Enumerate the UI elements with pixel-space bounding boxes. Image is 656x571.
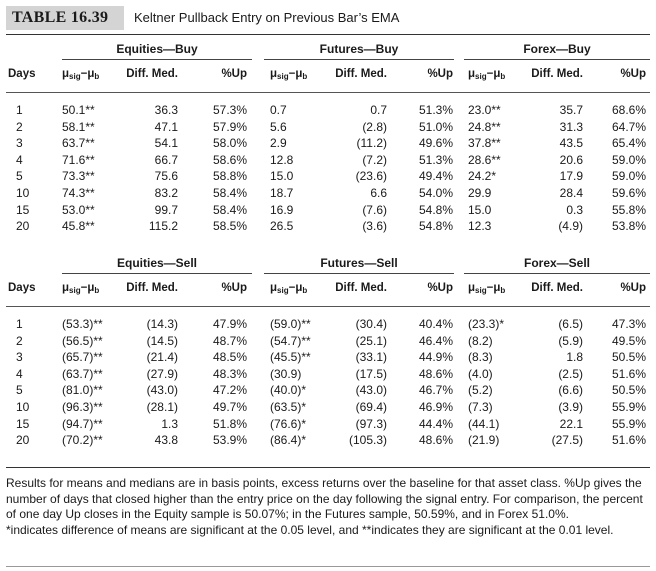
mu-diff-header — [270, 282, 307, 295]
b-subscript: b — [94, 72, 100, 81]
table-cell: (2.5) — [558, 366, 583, 381]
table-cell: (4.0) — [468, 366, 493, 381]
mu-diff-header — [62, 282, 99, 295]
note-significance: *indicates difference of means are significant at the 0.05 level, and **indicates they are significant at the 0.01 level. — [6, 522, 614, 537]
diff-med-header: Diff. Med. — [531, 68, 583, 80]
table-row — [6, 416, 650, 433]
table-cell: (14.5) — [146, 333, 178, 348]
table-cell: 12.3 — [468, 219, 492, 234]
mu-symbol: μ — [270, 282, 278, 294]
table-cell: (76.6)* — [270, 416, 307, 431]
table-cell: 71.6** — [62, 152, 95, 167]
table-title: Keltner Pullback Entry on Previous Bar’s EMA — [134, 10, 400, 25]
table-cell: 28.4 — [559, 185, 583, 200]
pct-up-header: %Up — [221, 68, 247, 80]
group-underline — [62, 59, 252, 60]
table-cell: 15.0 — [468, 202, 492, 217]
table-cell: 57.3% — [212, 103, 247, 117]
table-cell: 48.6% — [418, 433, 453, 448]
table-cell: 68.6% — [611, 103, 646, 117]
b-subscript: b — [500, 72, 506, 81]
diff-med-header: Diff. Med. — [531, 282, 583, 294]
table-cell: (86.4)* — [270, 433, 307, 448]
table-cell: 46.7% — [418, 383, 453, 398]
table-cell: (44.1) — [468, 416, 500, 431]
mu-diff-header — [468, 282, 505, 295]
mu-symbol: μ — [62, 282, 70, 294]
diff-med-header: Diff. Med. — [335, 68, 387, 80]
table-cell: 10 — [16, 399, 30, 414]
table-cell: 55.9% — [611, 416, 646, 431]
end-rule — [6, 566, 650, 567]
table-cell: (59.0)** — [270, 317, 311, 331]
table-cell: (21.9) — [468, 433, 500, 448]
group-underline — [464, 59, 650, 60]
table-cell: 28.6** — [468, 152, 501, 167]
table-cell: 83.2 — [154, 185, 178, 200]
table-cell: 22.1 — [559, 416, 583, 431]
table-cell: 58.8% — [212, 169, 247, 184]
table-cell: 16.9 — [270, 202, 294, 217]
table-cell: 46.9% — [418, 399, 453, 414]
table-cell: (14.3) — [146, 317, 178, 331]
sig-subscript: sig — [475, 286, 487, 295]
table-cell: 57.9% — [212, 119, 247, 134]
sig-subscript: sig — [69, 72, 81, 81]
table-cell: (94.7)** — [62, 416, 103, 431]
table-cell: 54.8% — [418, 202, 453, 217]
table-cell: 59.0% — [611, 169, 646, 184]
table-cell: (54.7)** — [270, 333, 311, 348]
table-cell: 50.1** — [62, 103, 95, 117]
table-cell: 54.0% — [418, 185, 453, 200]
table-cell: 17.9 — [559, 169, 583, 184]
table-cell: (27.9) — [146, 366, 178, 381]
table-cell: (5.9) — [558, 333, 583, 348]
table-cell: 74.3** — [62, 185, 95, 200]
table-cell: (45.5)** — [270, 350, 311, 365]
table-cell: 29.9 — [468, 185, 492, 200]
table-cell: 54.1 — [154, 136, 178, 151]
table-cell: 6.6 — [370, 185, 387, 200]
table-row — [6, 135, 650, 152]
table-row — [6, 366, 650, 383]
minus-mu: −μ — [486, 68, 501, 80]
table-cell: 37.8** — [468, 136, 501, 151]
table-cell: 4 — [16, 366, 23, 381]
sig-subscript: sig — [277, 286, 289, 295]
table-cell: (2.8) — [362, 119, 387, 134]
table-cell: 59.6% — [611, 185, 646, 200]
table-cell: (56.5)** — [62, 333, 103, 348]
table-cell: 3 — [16, 136, 23, 151]
table-cell: 51.8% — [212, 416, 247, 431]
table-cell: (27.5) — [551, 433, 583, 448]
table-cell: (23.6) — [355, 169, 387, 184]
table-cell: 26.5 — [270, 219, 294, 234]
table-cell: 66.7 — [154, 152, 178, 167]
table-cell: 55.9% — [611, 399, 646, 414]
table-row — [6, 152, 650, 169]
table-cell: 58.4% — [212, 185, 247, 200]
table-cell: (17.5) — [355, 366, 387, 381]
table-notes — [6, 476, 650, 538]
minus-mu: −μ — [288, 282, 303, 294]
table-cell: 2 — [16, 333, 23, 348]
table-cell: 15 — [16, 416, 30, 431]
table-row — [6, 102, 650, 119]
sig-subscript: sig — [277, 72, 289, 81]
table-cell: (21.4) — [146, 350, 178, 365]
table-cell: 47.9% — [212, 317, 247, 331]
table-cell: (69.4) — [355, 399, 387, 414]
bottom-rule — [6, 467, 650, 468]
table-cell: 58.6% — [212, 152, 247, 167]
table-cell: 99.7 — [154, 202, 178, 217]
table-cell: (11.2) — [356, 136, 387, 151]
table-row — [6, 218, 650, 235]
table-cell: 20 — [16, 433, 30, 448]
group-underline — [264, 273, 454, 274]
table-cell: 55.8% — [611, 202, 646, 217]
table-cell: 53.0** — [62, 202, 95, 217]
b-subscript: b — [94, 286, 100, 295]
table-cell: (33.1) — [355, 350, 387, 365]
group-underline — [62, 273, 252, 274]
minus-mu: −μ — [486, 282, 501, 294]
table-cell: (43.0) — [355, 383, 387, 398]
table-cell: 1 — [16, 317, 23, 331]
group-underline — [464, 273, 650, 274]
table-cell: 53.8% — [611, 219, 646, 234]
table-cell: 49.5% — [611, 333, 646, 348]
mu-symbol: μ — [62, 68, 70, 80]
table-cell: 2 — [16, 119, 23, 134]
table-cell: 48.6% — [418, 366, 453, 381]
table-cell: 47.3% — [611, 317, 646, 331]
table-cell: 49.6% — [418, 136, 453, 151]
table-cell: 3 — [16, 350, 23, 365]
table-cell: (65.7)** — [62, 350, 103, 365]
buy-rows — [6, 102, 650, 235]
table-cell: 44.9% — [418, 350, 453, 365]
top-rule — [6, 34, 650, 35]
table-header — [6, 6, 650, 30]
table-cell: 5 — [16, 383, 23, 398]
table-cell: 0.3 — [566, 202, 583, 217]
table-cell: 2.9 — [270, 136, 287, 151]
table-cell: 18.7 — [270, 185, 294, 200]
table-cell: 43.8 — [154, 433, 178, 448]
table-cell: 64.7% — [611, 119, 646, 134]
table-cell: 20 — [16, 219, 30, 234]
table-cell: 58.5% — [212, 219, 247, 234]
table-cell: (25.1) — [355, 333, 387, 348]
header-rule — [6, 306, 650, 307]
table-cell: 24.8** — [468, 119, 501, 134]
mu-diff-header — [468, 68, 505, 81]
sell-rows — [6, 316, 650, 449]
table-cell: 47.2% — [212, 383, 247, 398]
table-row — [6, 168, 650, 185]
table-cell: 51.3% — [418, 152, 453, 167]
table-cell: (23.3)* — [468, 317, 505, 331]
table-cell: (4.9) — [558, 219, 583, 234]
table-cell: 44.4% — [418, 416, 453, 431]
table-cell: 48.7% — [212, 333, 247, 348]
group-forex-sell: Forex—Sell — [523, 256, 591, 270]
table-cell: (81.0)** — [62, 383, 103, 398]
table-cell: (28.1) — [146, 399, 178, 414]
table-cell: 43.5 — [559, 136, 583, 151]
table-cell: 40.4% — [418, 317, 453, 331]
group-equities-buy: Equities—Buy — [116, 42, 198, 56]
table-cell: 0.7 — [370, 103, 387, 117]
b-subscript: b — [500, 286, 506, 295]
table-row — [6, 382, 650, 399]
table-cell: (30.9) — [270, 366, 302, 381]
table-row — [6, 316, 650, 333]
table-cell: (105.3) — [348, 433, 387, 448]
diff-med-header: Diff. Med. — [335, 282, 387, 294]
diff-med-header: Diff. Med. — [126, 282, 178, 294]
table-cell: 58.0% — [212, 136, 247, 151]
table-cell: 1.3 — [161, 416, 178, 431]
table-row — [6, 333, 650, 350]
table-cell: 59.0% — [611, 152, 646, 167]
table-cell: 65.4% — [611, 136, 646, 151]
table-cell: 4 — [16, 152, 23, 167]
header-rule — [6, 92, 650, 93]
mu-diff-header — [62, 68, 99, 81]
table-cell: 50.5% — [611, 350, 646, 365]
table-cell: (6.6) — [558, 383, 583, 398]
table-cell: (7.3) — [468, 399, 493, 414]
mu-symbol: μ — [270, 68, 278, 80]
pct-up-header: %Up — [620, 282, 646, 294]
table-cell: 115.2 — [148, 219, 178, 234]
table-cell: (96.3)** — [62, 399, 103, 414]
table-cell: 58.1** — [62, 119, 95, 134]
table-label: TABLE 16.39 — [6, 6, 124, 30]
table-cell: (63.7)** — [62, 366, 103, 381]
group-underline — [264, 59, 454, 60]
table-cell: (6.5) — [558, 317, 583, 331]
group-forex-buy: Forex—Buy — [523, 42, 591, 56]
minus-mu: −μ — [80, 68, 95, 80]
table-cell: 45.8** — [62, 219, 95, 234]
table-cell: (43.0) — [146, 383, 178, 398]
table-cell: 46.4% — [418, 333, 453, 348]
table-cell: 49.7% — [212, 399, 247, 414]
table-cell: (63.5)* — [270, 399, 307, 414]
table-cell: 51.3% — [418, 103, 453, 117]
column-headers — [6, 278, 650, 300]
table-cell: (70.2)** — [62, 433, 103, 448]
table-row — [6, 202, 650, 219]
table-row — [6, 185, 650, 202]
table-cell: 1.8 — [566, 350, 583, 365]
table-cell: 51.0% — [418, 119, 453, 134]
table-cell: 5.6 — [270, 119, 287, 134]
table-cell: (3.6) — [362, 219, 387, 234]
table-cell: (3.9) — [558, 399, 583, 414]
table-cell: (7.2) — [362, 152, 387, 167]
mu-diff-header — [270, 68, 307, 81]
table-cell: 15.0 — [270, 169, 294, 184]
table-row — [6, 349, 650, 366]
pct-up-header: %Up — [620, 68, 646, 80]
table-cell: 58.4% — [212, 202, 247, 217]
table-cell: 51.6% — [611, 366, 646, 381]
table-cell: (53.3)** — [62, 317, 103, 331]
pct-up-header: %Up — [221, 282, 247, 294]
b-subscript: b — [302, 286, 308, 295]
table-cell: 47.1 — [154, 119, 178, 134]
table-row — [6, 432, 650, 449]
table-cell: 20.6 — [559, 152, 583, 167]
table-cell: 15 — [16, 202, 30, 217]
table-cell: 48.3% — [212, 366, 247, 381]
b-subscript: b — [302, 72, 308, 81]
table-cell: (97.3) — [355, 416, 387, 431]
table-cell: 12.8 — [270, 152, 294, 167]
table-row — [6, 119, 650, 136]
table-cell: 50.5% — [611, 383, 646, 398]
table-cell: (5.2) — [468, 383, 493, 398]
table-cell: 0.7 — [270, 103, 287, 117]
sig-subscript: sig — [475, 72, 487, 81]
table-cell: 63.7** — [62, 136, 95, 151]
table-cell: (7.6) — [362, 202, 387, 217]
table-cell: 10 — [16, 185, 30, 200]
days-header: Days — [8, 68, 36, 80]
table-cell: 48.5% — [212, 350, 247, 365]
days-header: Days — [8, 282, 36, 294]
sig-subscript: sig — [69, 286, 81, 295]
table-cell: 54.8% — [418, 219, 453, 234]
table-cell: 31.3 — [559, 119, 583, 134]
table-cell: 1 — [16, 103, 23, 117]
table-cell: 75.6 — [154, 169, 178, 184]
table-cell: (8.3) — [468, 350, 493, 365]
minus-mu: −μ — [288, 68, 303, 80]
table-cell: 5 — [16, 169, 23, 184]
group-futures-sell: Futures—Sell — [320, 256, 398, 270]
mu-symbol: μ — [468, 68, 476, 80]
mu-symbol: μ — [468, 282, 476, 294]
table-cell: 53.9% — [212, 433, 247, 448]
table-cell: 35.7 — [559, 103, 583, 117]
table-cell: (30.4) — [355, 317, 387, 331]
table-cell: (40.0)* — [270, 383, 307, 398]
table-cell: 51.6% — [611, 433, 646, 448]
table-row — [6, 399, 650, 416]
pct-up-header: %Up — [427, 68, 453, 80]
table-cell: 24.2* — [468, 169, 497, 184]
table-cell: (8.2) — [468, 333, 493, 348]
diff-med-header: Diff. Med. — [126, 68, 178, 80]
pct-up-header: %Up — [427, 282, 453, 294]
minus-mu: −μ — [80, 282, 95, 294]
table-cell: 23.0** — [468, 103, 501, 117]
table-cell: 73.3** — [62, 169, 95, 184]
group-futures-buy: Futures—Buy — [319, 42, 399, 56]
table-cell: 36.3 — [154, 103, 178, 117]
table-cell: 49.4% — [418, 169, 453, 184]
group-equities-sell: Equities—Sell — [116, 256, 198, 270]
note-paragraph: Results for means and medians are in basis points, excess returns over the baseline for that asset class. %Up gives the number of days that closed higher than the entry price on the day following the signal entry. For comparison, the percent of one day Up closes in the Equity sample is 50.07%; in the Futures sample, 50.59%, and in Forex 51.0%. — [6, 476, 643, 521]
column-headers — [6, 64, 650, 86]
